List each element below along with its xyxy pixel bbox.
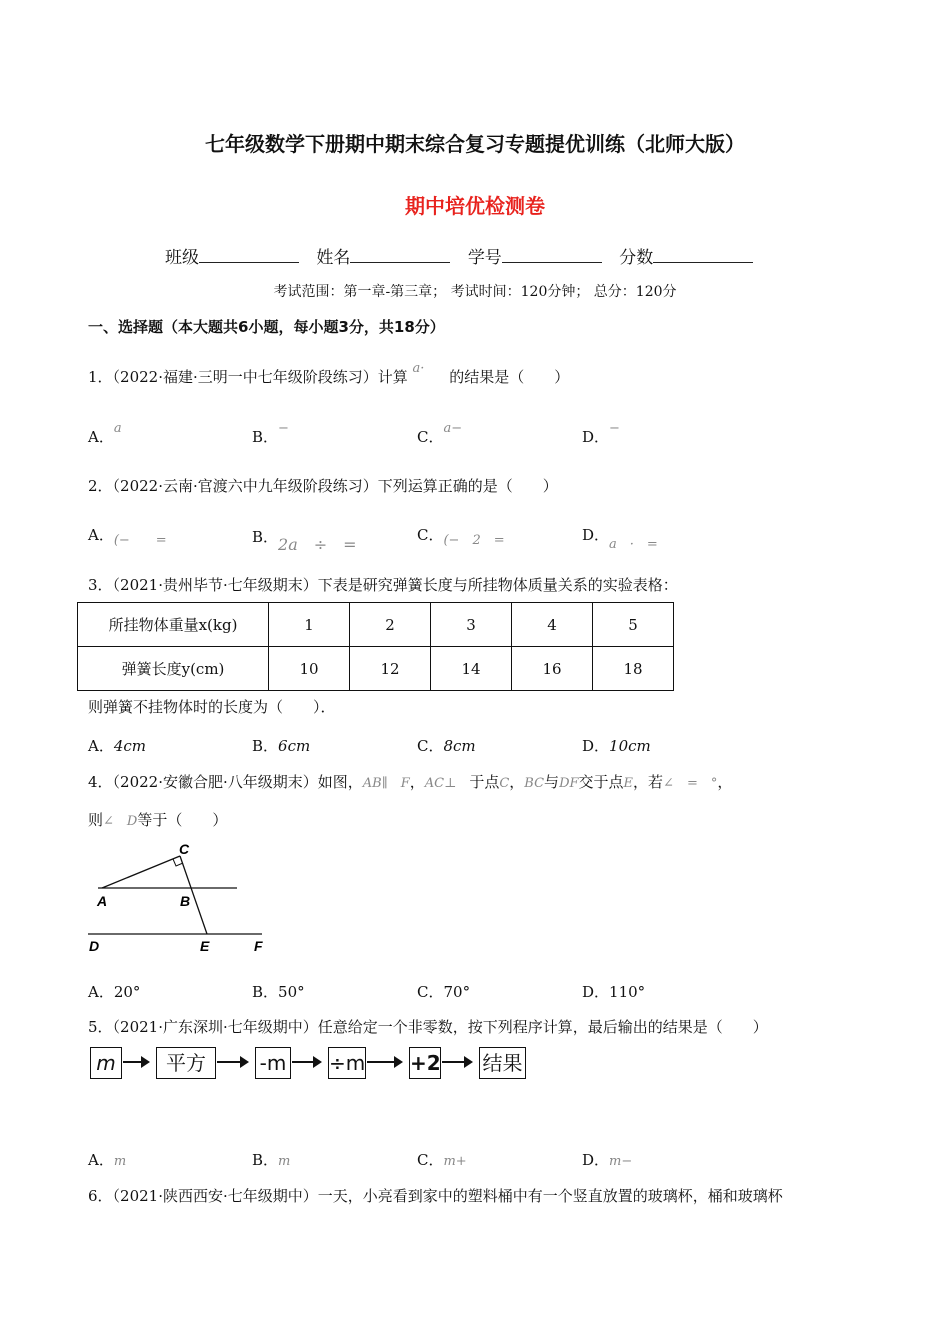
document-title: 七年级数学下册期中期末综合复习专题提优训练（北师大版） [205, 132, 745, 156]
field-name-blank[interactable] [350, 246, 450, 263]
label-c: C [179, 841, 190, 857]
question-6: 6．（2021·陕西西安·七年级期中）一天，小亮看到家中的塑料桶中有一个竖直放置的玻璃杯，桶和玻璃杯 [88, 1187, 783, 1205]
flow-arrow [442, 1061, 471, 1063]
q4-text: 交于点 [578, 773, 624, 791]
option-letter: C． [417, 526, 444, 544]
table-cell: 18 [593, 647, 674, 691]
field-id-blank[interactable] [502, 246, 602, 263]
option-value: 6cm [278, 737, 311, 755]
question-2: 2．（2022·云南·官渡六中九年级阶段练习）下列运算正确的是（ ） [88, 477, 558, 495]
q4-math: AC⊥ [424, 776, 470, 791]
flow-box-input: m [90, 1047, 122, 1079]
table-cell: 14 [431, 647, 512, 691]
option-letter: B． [252, 428, 279, 446]
question-5: 5．（2021·广东深圳·七年级期中）任意给定一个非零数，按下列程序计算，最后输出的结果是（ ） [88, 1018, 768, 1036]
q4-math: BC [524, 776, 545, 791]
label-d: D [89, 938, 100, 954]
field-id-label: 学号 [467, 248, 502, 268]
q4-text: 与 [544, 773, 560, 791]
q3-option-d[interactable] [582, 735, 651, 756]
q4-option-a[interactable] [88, 981, 140, 1002]
table-cell: 3 [431, 603, 512, 647]
q4-text: ， [509, 773, 525, 791]
option-letter: D． [582, 983, 610, 1001]
q4-math: E [623, 776, 634, 791]
question-3: 3．（2021·贵州毕节·七年级期末）下表是研究弹簧长度与所挂物体质量关系的实验表格： [88, 576, 678, 594]
option-letter: A． [88, 983, 114, 1001]
flow-box-result: 结果 [479, 1047, 526, 1079]
flow-box-minus-m: -m [255, 1047, 291, 1079]
q5-option-c[interactable] [417, 1149, 467, 1170]
student-info-line [165, 243, 765, 268]
option-letter: D． [582, 1151, 610, 1169]
q2-option-d[interactable] [582, 524, 658, 552]
option-math: a · = [609, 537, 658, 552]
option-math: m [113, 1154, 127, 1169]
option-letter: B． [252, 983, 279, 1001]
option-math: m [278, 1154, 291, 1169]
option-letter: B． [252, 528, 279, 546]
flow-box-plus-2: +2 [409, 1047, 441, 1079]
q4-text: 则 [88, 811, 104, 829]
q1-tail: 的结果是（ ） [449, 368, 570, 386]
q4-math: ∠ = ° [663, 776, 718, 791]
q5-option-b[interactable] [252, 1149, 290, 1170]
question-1 [88, 361, 570, 387]
label-f: F [254, 938, 263, 954]
q4-option-b[interactable] [252, 981, 305, 1002]
field-name-label: 姓名 [316, 248, 351, 268]
q1-option-a[interactable] [88, 421, 122, 447]
flow-arrow [292, 1061, 320, 1063]
segment-ac [102, 856, 180, 888]
option-math: (− 2 = [443, 533, 505, 548]
q4-math: ∠ D [103, 814, 138, 829]
flow-arrow [217, 1061, 247, 1063]
q1-text: 1．（2022·福建·三明一中七年级阶段练习）计算 [88, 368, 408, 386]
option-letter: D． [582, 428, 610, 446]
table-cell: 4 [512, 603, 593, 647]
option-letter: C． [417, 983, 444, 1001]
option-value: 20° [113, 983, 141, 1001]
label-a: A [97, 893, 108, 909]
q5-option-d[interactable] [582, 1149, 632, 1170]
exam-info: 考试范围：第一章-第三章； 考试时间：120分钟； 总分：120分 [273, 284, 677, 300]
flow-arrow [367, 1061, 401, 1063]
option-math: m− [609, 1154, 633, 1169]
field-class-blank[interactable] [199, 246, 299, 263]
option-math: (− = [113, 533, 167, 548]
option-letter: B． [252, 737, 279, 755]
q3-option-b[interactable] [252, 735, 310, 756]
q3-option-c[interactable] [417, 735, 476, 756]
question-4 [88, 771, 732, 792]
table-cell: 5 [593, 603, 674, 647]
field-score-blank[interactable] [653, 246, 753, 263]
q4-text: 4．（2022·安徽合肥·八年级期末）如图， [88, 773, 363, 791]
section-title: 一、选择题（本大题共6小题，每小题3分，共18分） [88, 318, 445, 336]
table-cell: 12 [350, 647, 431, 691]
option-letter: A． [88, 428, 114, 446]
q4-text: 于点 [469, 773, 500, 791]
table-row [78, 603, 674, 647]
q3-option-a[interactable] [88, 735, 146, 756]
table-header-cell: 弹簧长度y(cm) [78, 647, 269, 691]
option-letter: A． [88, 737, 114, 755]
option-value: 10cm [609, 737, 651, 755]
option-letter: A． [88, 526, 114, 544]
option-value: 8cm [443, 737, 476, 755]
q4-math: DF [559, 776, 579, 791]
q1-option-d[interactable] [582, 421, 620, 447]
spring-table [77, 602, 674, 691]
flow-box-divide-m: ÷m [328, 1047, 366, 1079]
option-value: 110° [609, 983, 646, 1001]
table-cell: 2 [350, 603, 431, 647]
table-header-cell: 所挂物体重量x(kg) [78, 603, 269, 647]
option-letter: D． [582, 526, 610, 544]
option-letter: D． [582, 737, 610, 755]
table-row [78, 647, 674, 691]
flow-box-square: 平方 [156, 1047, 216, 1079]
q4-text: 等于（ ） [137, 811, 228, 829]
question-4-line2 [88, 809, 227, 830]
q5-option-a[interactable] [88, 1149, 126, 1170]
field-score-label: 分数 [619, 248, 654, 268]
table-cell: 16 [512, 647, 593, 691]
q4-math: AB∥ F [362, 776, 410, 791]
q3-after-text: 则弹簧不挂物体时的长度为（ ）． [88, 698, 336, 716]
q1-option-c[interactable] [417, 421, 463, 447]
option-letter: B． [252, 1151, 279, 1169]
q1-expr: a· [412, 361, 425, 376]
table-cell: 1 [269, 603, 350, 647]
q4-math: C [499, 776, 510, 791]
table-cell: 10 [269, 647, 350, 691]
field-class-label: 班级 [165, 248, 199, 268]
label-e: E [200, 938, 210, 954]
flow-arrow [123, 1061, 148, 1063]
option-letter: C． [417, 1151, 444, 1169]
option-letter: A． [88, 1151, 114, 1169]
q2-option-a[interactable] [88, 524, 167, 548]
option-letter: C． [417, 737, 444, 755]
q4-option-d[interactable] [582, 981, 645, 1002]
option-math: − [278, 421, 289, 436]
option-math: m+ [443, 1154, 467, 1169]
option-math: 2a ÷ = [278, 535, 357, 554]
option-letter: C． [417, 428, 444, 446]
q2-option-c[interactable] [417, 524, 505, 548]
option-math: − [609, 421, 620, 436]
q4-text: ， [409, 773, 425, 791]
label-b: B [180, 893, 191, 909]
q4-text: ，若 [633, 773, 664, 791]
option-value: 70° [443, 983, 471, 1001]
q4-text: ， [717, 773, 733, 791]
q4-option-c[interactable] [417, 981, 470, 1002]
option-value: 4cm [113, 737, 147, 755]
option-math: a [113, 421, 122, 436]
document-subtitle: 期中培优检测卷 [405, 194, 545, 218]
q2-option-b[interactable] [252, 524, 357, 554]
q4-figure [82, 838, 282, 958]
option-math: a− [443, 421, 463, 436]
q1-option-b[interactable] [252, 421, 289, 447]
option-value: 50° [278, 983, 305, 1001]
